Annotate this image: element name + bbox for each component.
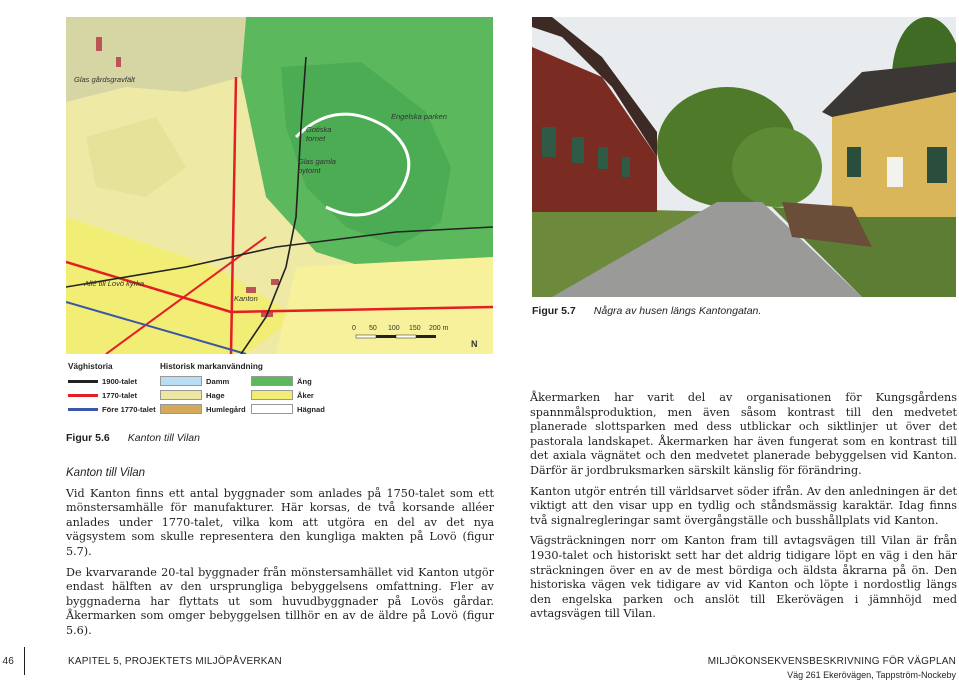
figure-5-6-text: Kanton till Vilan	[127, 432, 200, 444]
legend-land-label: Damm	[206, 376, 230, 386]
legend-road-label: 1900-talet	[102, 376, 138, 386]
left-column-text	[66, 466, 494, 645]
footer-doc-title: MILJÖKONSEKVENSBESKRIVNING FÖR VÄGPLAN	[707, 656, 956, 667]
legend-fill-swatch	[251, 404, 293, 414]
legend-roads-title: Väghistoria	[68, 362, 113, 371]
scale-tick-200: 200 m	[429, 325, 449, 332]
map-label-kanton: Kanton	[234, 294, 258, 303]
right-paragraph-1: Åkermarken har varit del av organisationen för Kungsgårdens spannmålsproduktion, men även såsom kontrast till den medvetet planerade slottsparken med dess utblickar och siktlinjer ut över det pastorala landskapet. Åkermarken har även fungerat som en kontrast till det axiala vägnätet och den medvetet planerade bebyggelsen vid Kanton. Därför är jordbruksmarken särskilt känslig för förändring.	[530, 391, 957, 477]
legend-line-swatch	[68, 380, 98, 383]
legend-fill-swatch	[160, 390, 202, 400]
historic-map	[66, 17, 493, 354]
scale-tick-150: 150	[409, 325, 421, 332]
footer-divider	[24, 647, 25, 675]
legend-road-1770	[68, 390, 137, 400]
street-photo	[532, 17, 956, 297]
legend-land-hagnad	[251, 404, 325, 414]
scale-tick-0: 0	[352, 325, 356, 332]
page-number: 46	[2, 656, 14, 667]
map-label-alle-lovo: Allé till Lovö kyrka	[84, 279, 145, 288]
legend-land-damm	[160, 376, 229, 386]
right-column-text	[530, 391, 957, 628]
north-arrow-label: N	[471, 339, 478, 349]
legend-land-label: Äng	[297, 376, 312, 386]
figure-5-7-caption	[532, 305, 761, 317]
footer-doc-subtitle: Väg 261 Ekerövägen, Tappström-Nockeby	[787, 670, 956, 680]
legend-land-label: Hage	[206, 390, 225, 400]
map-label-glas-gravfalt: Glas gårdsgravfält	[74, 75, 135, 84]
legend-fill-swatch	[251, 390, 293, 400]
left-paragraph-1: Vid Kanton finns ett antal byggnader som anlades på 1750-talet som ett mönstersamhälle för manufakturer. Här korsas, de två korsande alléer anlades under 1770-talet, vilka kom att utgöra en del av det nya vägsystem som skulle representera den kungliga makten på Lovö (figur 5.7).	[66, 486, 494, 558]
legend-road-label: 1770-talet	[102, 390, 138, 400]
footer-chapter: KAPITEL 5, PROJEKTETS MILJÖPÅVERKAN	[68, 656, 282, 667]
map-label-gotiska-tornet: Gotiska tornet	[306, 125, 332, 143]
legend-land-label: Humlegård	[206, 404, 246, 414]
legend-road-1900	[68, 376, 137, 386]
scale-tick-100: 100	[388, 325, 400, 332]
right-paragraph-3: Vägsträckningen norr om Kanton fram till avtagsvägen till Vilan är från 1930-talet och historiskt sett har det aldrig tidigare löpt en väg i den här sträckningen över en av de mest bördiga och äldsta åkrarna på ön. Den historiska vägen vek tidigare av vid Kanton och löpte i nordostlig längs den engelska parken och anslöt till Ekerövägen i jämnhöjd med avtagsvägen till Vilan.	[530, 534, 957, 621]
figure-5-6-number: Figur 5.6	[66, 432, 110, 444]
legend-road-fore-1770	[68, 404, 156, 414]
legend-line-swatch	[68, 408, 98, 411]
legend-land-ang	[251, 376, 312, 386]
legend-land-hage	[160, 390, 225, 400]
map-label-glas-bytomt: Glas gamla bytomt	[298, 157, 336, 175]
legend-land-aker	[251, 390, 314, 400]
legend-land-title: Historisk markanvändning	[160, 362, 263, 371]
legend-fill-swatch	[160, 376, 202, 386]
right-paragraph-2: Kanton utgör entrén till världsarvet söder ifrån. Av den anledningen är det viktigt att den visar upp en tydlig och ståndsmässig karaktär. Idag finns två signalregleringar samt övergångställe och busshållplats vid Kanton.	[530, 484, 957, 527]
legend-land-label: Hägnad	[297, 404, 325, 414]
legend-line-swatch	[68, 394, 98, 397]
map-label-engelska-parken: Engelska parken	[391, 112, 447, 121]
scale-tick-50: 50	[369, 325, 377, 332]
figure-5-6-caption	[66, 432, 200, 444]
figure-5-7-number: Figur 5.7	[532, 305, 576, 317]
left-paragraph-2: De kvarvarande 20-tal byggnader från mönstersamhället vid Kanton utgör endast hälften av den ursprungliga bebyggelsens omfattning. Fler av byggnaderna har flyttats ut som huvudbyggnader på Lovös gårdar. Åkermarken som omger bebyggelsen tillhör en av de äldre på Lovö (figur 5.6).	[66, 565, 494, 637]
map-legend	[66, 358, 325, 420]
figure-5-7-text: Några av husen längs Kantongatan.	[593, 305, 762, 317]
legend-fill-swatch	[160, 404, 202, 414]
legend-fill-swatch	[251, 376, 293, 386]
historic-map-drawing	[66, 17, 493, 354]
legend-land-label: Åker	[297, 390, 314, 400]
section-heading: Kanton till Vilan	[66, 467, 146, 479]
legend-road-label: Före 1770-talet	[102, 404, 156, 414]
street-photo-drawing	[532, 17, 956, 297]
legend-land-humlegard	[160, 404, 246, 414]
